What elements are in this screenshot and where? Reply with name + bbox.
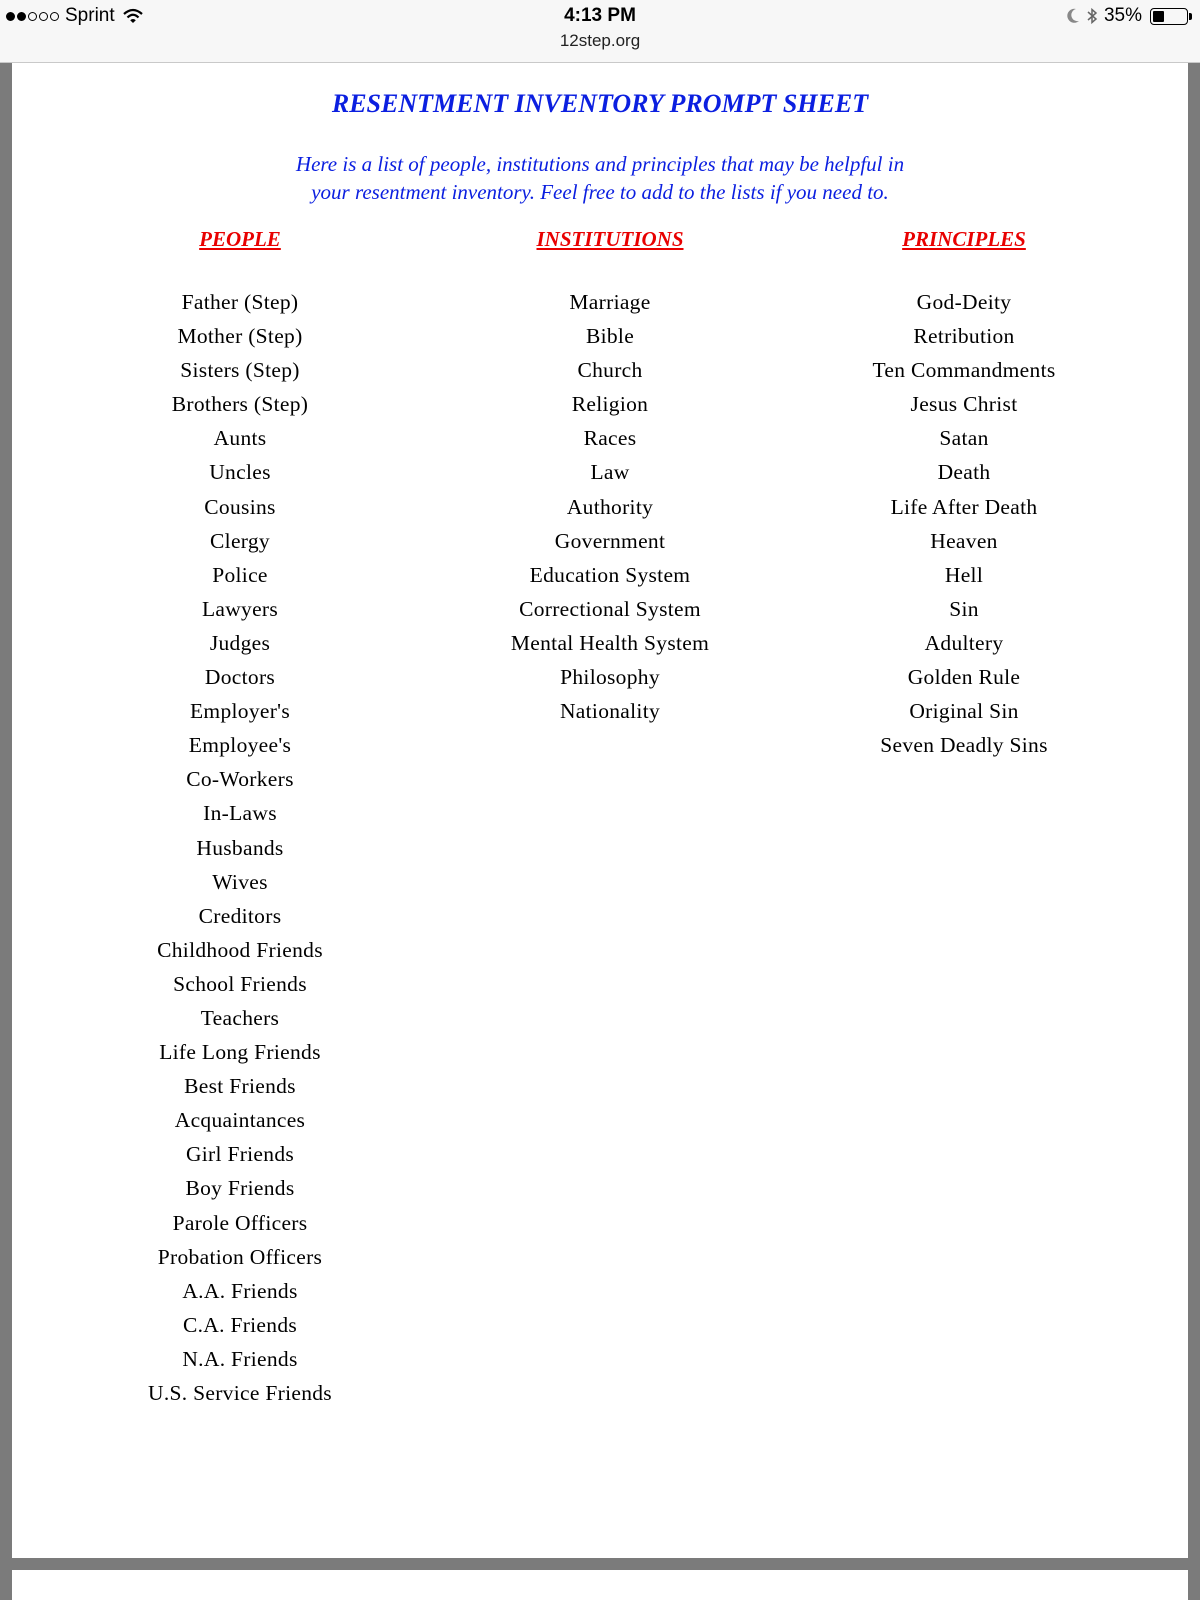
list-item: Education System bbox=[529, 562, 691, 587]
principles-heading: PRINCIPLES bbox=[902, 227, 1026, 251]
moon-icon bbox=[1066, 8, 1080, 24]
list-item: Life Long Friends bbox=[159, 1040, 321, 1065]
list-item: Police bbox=[212, 562, 268, 587]
list-item: Employee's bbox=[188, 733, 292, 758]
list-item: Cousins bbox=[204, 494, 276, 519]
list-item: Mother (Step) bbox=[177, 324, 303, 349]
list-item: Religion bbox=[571, 392, 649, 417]
institutions-heading: INSTITUTIONS bbox=[536, 227, 684, 251]
list-item: Boy Friends bbox=[185, 1176, 295, 1201]
people-heading: PEOPLE bbox=[199, 227, 281, 251]
list-item: Best Friends bbox=[184, 1074, 296, 1099]
list-item: C.A. Friends bbox=[182, 1312, 298, 1337]
list-item: Authority bbox=[566, 494, 654, 519]
list-item: Heaven bbox=[930, 528, 998, 553]
list-item: Correctional System bbox=[519, 596, 701, 621]
list-item: A.A. Friends bbox=[182, 1278, 298, 1303]
list-item: School Friends bbox=[173, 971, 307, 996]
list-item: Husbands bbox=[196, 835, 284, 860]
list-item: Life After Death bbox=[890, 494, 1038, 519]
document-page bbox=[12, 63, 1188, 1558]
list-item: Philosophy bbox=[560, 665, 660, 690]
list-item: Church bbox=[577, 358, 643, 383]
list-item: Uncles bbox=[209, 460, 271, 485]
status-bar bbox=[0, 0, 1200, 63]
list-item: Seven Deadly Sins bbox=[880, 733, 1048, 758]
list-item: Father (Step) bbox=[181, 290, 299, 314]
next-page bbox=[12, 1570, 1188, 1600]
list-item: Acquaintances bbox=[174, 1108, 306, 1133]
list-item: Clergy bbox=[210, 528, 270, 553]
list-item: Jesus Christ bbox=[910, 392, 1018, 417]
battery-icon bbox=[1150, 8, 1188, 25]
list-item: Creditors bbox=[198, 903, 282, 928]
list-item: Lawyers bbox=[201, 596, 279, 621]
list-item: Judges bbox=[209, 630, 271, 655]
bluetooth-icon bbox=[1086, 7, 1098, 25]
list-item: Probation Officers bbox=[157, 1244, 323, 1269]
list-item: N.A. Friends bbox=[182, 1346, 298, 1371]
status-time: 4:13 PM bbox=[564, 5, 636, 26]
principles-list bbox=[794, 285, 1134, 762]
list-item: Employer's bbox=[189, 699, 291, 724]
address-bar-url[interactable]: 12step.org bbox=[559, 31, 641, 50]
list-item: Marriage bbox=[569, 290, 651, 314]
list-item: Government bbox=[554, 528, 666, 553]
list-item: Nationality bbox=[559, 699, 661, 724]
list-item: Original Sin bbox=[909, 699, 1019, 724]
carrier-name: Sprint bbox=[65, 5, 115, 26]
intro-text bbox=[12, 150, 1188, 206]
list-item: Law bbox=[590, 460, 630, 485]
intro-line-1: Here is a list of people, institutions and principles that may be helpful in bbox=[295, 152, 905, 176]
list-item: Sin bbox=[949, 596, 979, 621]
list-item: Races bbox=[583, 426, 637, 451]
list-item: Satan bbox=[939, 426, 989, 451]
list-item: Wives bbox=[212, 869, 268, 894]
list-item: Doctors bbox=[204, 665, 276, 690]
people-list bbox=[90, 285, 390, 1410]
list-item: Retribution bbox=[913, 324, 1015, 349]
institutions-list bbox=[430, 285, 790, 728]
list-item: Bible bbox=[585, 324, 635, 349]
status-right-group bbox=[1066, 5, 1188, 27]
list-item: Mental Health System bbox=[510, 630, 710, 655]
intro-line-2: your resentment inventory. Feel free to add to the lists if you need to. bbox=[311, 180, 889, 204]
battery-percent: 35% bbox=[1103, 5, 1142, 26]
list-item: Aunts bbox=[213, 426, 267, 451]
list-item: Brothers (Step) bbox=[171, 392, 309, 417]
list-item: Girl Friends bbox=[185, 1142, 295, 1167]
list-item: Ten Commandments bbox=[872, 358, 1056, 383]
list-item: U.S. Service Friends bbox=[148, 1381, 332, 1405]
list-item: Adultery bbox=[924, 630, 1004, 655]
page-title: RESENTMENT INVENTORY PROMPT SHEET bbox=[331, 89, 869, 118]
list-item: Death bbox=[937, 460, 991, 485]
list-item: Hell bbox=[944, 562, 984, 587]
list-item: Teachers bbox=[200, 1005, 280, 1030]
list-item: God-Deity bbox=[916, 290, 1012, 314]
list-item: Parole Officers bbox=[172, 1210, 308, 1235]
list-item: Co-Workers bbox=[186, 767, 294, 792]
list-item: Childhood Friends bbox=[157, 937, 323, 962]
list-item: Golden Rule bbox=[907, 665, 1021, 690]
list-item: In-Laws bbox=[203, 801, 277, 826]
list-item: Sisters (Step) bbox=[180, 358, 300, 383]
